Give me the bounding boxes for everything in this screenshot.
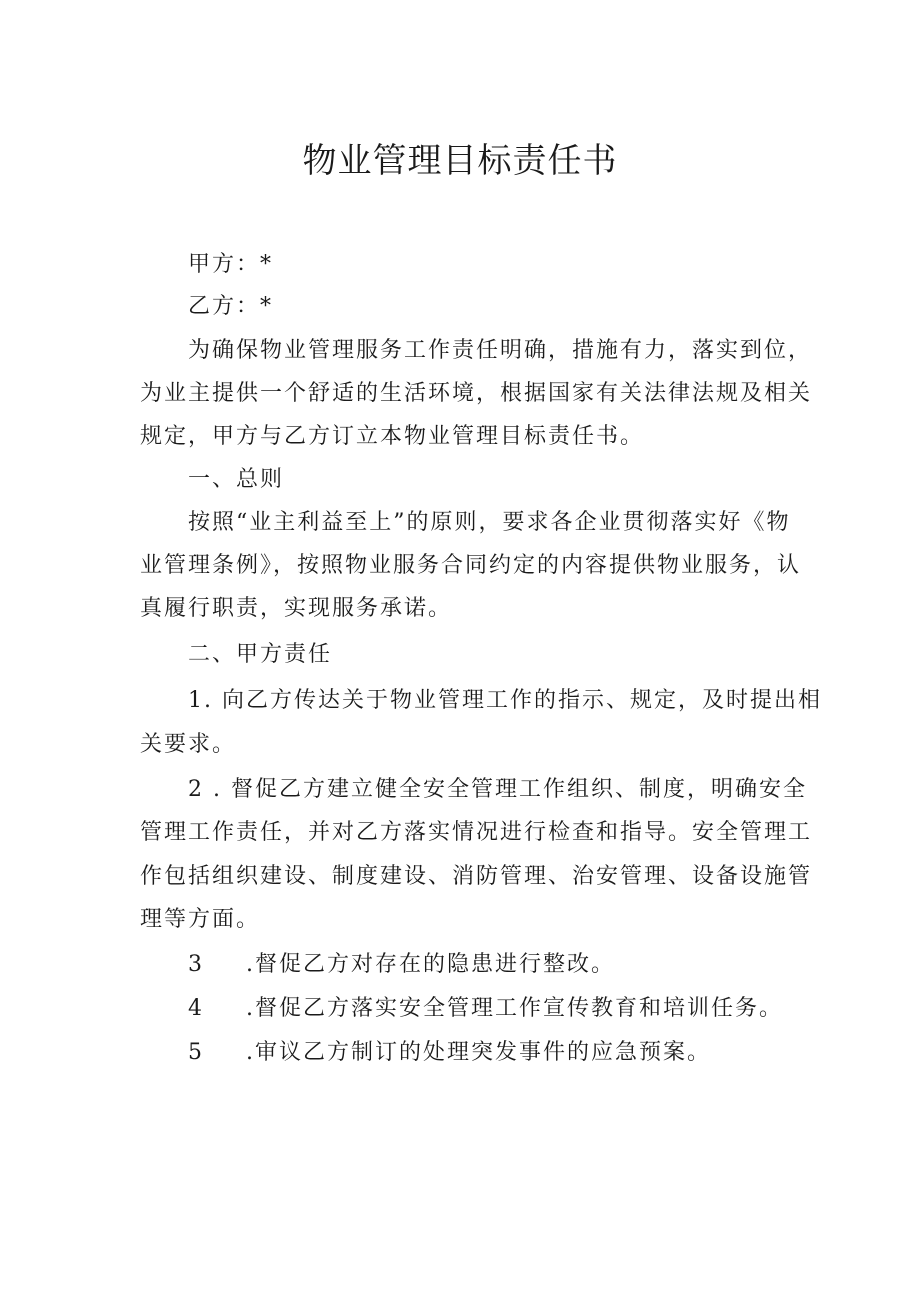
item1-line-1: 1. 向乙方传达关于物业管理工作的指示、规定，及时提出相	[188, 688, 822, 713]
item3-text: .督促乙方对存在的隐患进行整改。	[246, 952, 615, 977]
item3-number: 3	[188, 952, 202, 977]
section1-heading: 一、总则	[188, 467, 285, 492]
intro-line-3: 规定，甲方与乙方订立本物业管理目标责任书。	[140, 424, 645, 449]
section1-line-1: 按照“业主利益至上”的原则，要求各企业贯彻落实好《物	[188, 510, 791, 535]
party-b: 乙方：*	[188, 294, 274, 319]
item2-line-2: 管理工作责任，并对乙方落实情况进行检查和指导。安全管理工	[140, 820, 813, 845]
item1-line-2: 关要求。	[140, 732, 237, 757]
section1-line-2: 业管理条例》，按照物业服务合同约定的内容提供物业服务，认	[140, 553, 802, 578]
item2-line-4: 理等方面。	[140, 907, 261, 932]
section2-heading: 二、甲方责任	[188, 642, 333, 667]
item5-text: .审议乙方制订的处理突发事件的应急预案。	[246, 1040, 711, 1065]
intro-line-2: 为业主提供一个舒适的生活环境，根据国家有关法律法规及相关	[140, 381, 813, 406]
document-title: 物业管理目标责任书	[302, 141, 618, 181]
item2-line-1: 2 . 督促乙方建立健全安全管理工作组织、制度，明确安全	[188, 777, 807, 802]
intro-line-1: 为确保物业管理服务工作责任明确，措施有力，落实到位，	[188, 338, 813, 363]
item5-number: 5	[188, 1040, 202, 1065]
party-a: 甲方：*	[188, 252, 274, 277]
item4-number: 4	[188, 996, 202, 1021]
section1-line-3: 真履行职责，实现服务承诺。	[140, 596, 453, 621]
item4-text: .督促乙方落实安全管理工作宣传教育和培训任务。	[246, 996, 783, 1021]
item2-line-3: 作包括组织建设、制度建设、消防管理、治安管理、设备设施管	[140, 864, 813, 889]
